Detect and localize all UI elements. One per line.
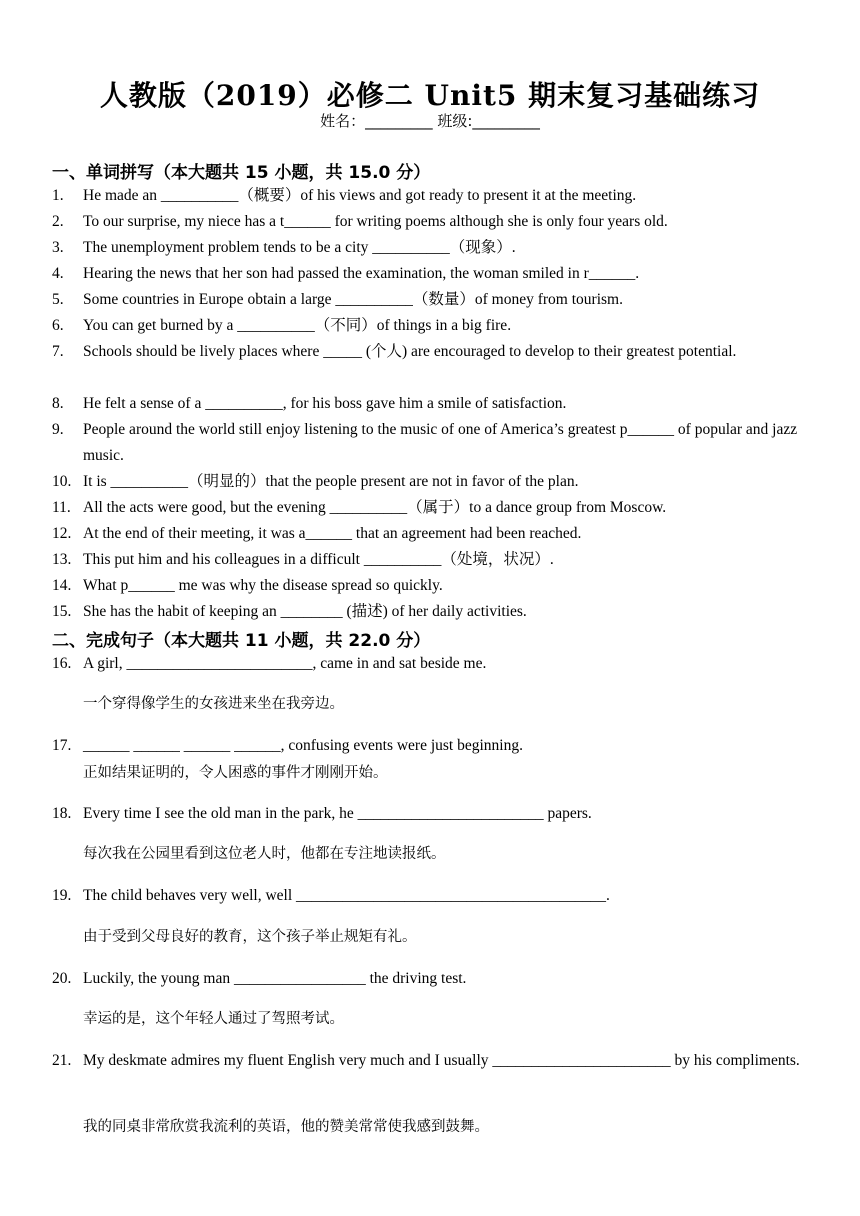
question-text: A girl, ________________________, came in and sat beside me.: [83, 655, 487, 672]
question-text: People around the world still enjoy listening to the music of one of America’s greatest p______ of popular and jazz music.: [83, 421, 798, 464]
question-number: 16.: [52, 655, 72, 672]
question-number: 11.: [52, 499, 71, 516]
question-number: 15.: [52, 603, 72, 620]
question-number: 2.: [52, 213, 64, 230]
question-number: 4.: [52, 265, 64, 282]
question-text: Schools should be lively places where _____ (个人) are encouraged to develop to their greatest potential.: [83, 343, 737, 360]
question-number: 14.: [52, 577, 72, 594]
question-text: All the acts were good, but the evening __________（属于）to a dance group from Moscow.: [83, 499, 667, 516]
question-text: He made an __________（概要）of his views and got ready to present it at the meeting.: [83, 187, 637, 204]
question-item: [52, 261, 802, 287]
chinese-translation: 一个穿得像学生的女孩进来坐在我旁边。: [83, 696, 344, 712]
chinese-translation: 我的同桌非常欣赏我流利的英语，他的赞美常常使我感到鼓舞。: [83, 1119, 489, 1135]
question-number: 3.: [52, 239, 64, 256]
question-text: She has the habit of keeping an ________ (描述) of her daily activities.: [83, 603, 527, 620]
question-item: [52, 183, 802, 209]
chinese-translation: 正如结果证明的，令人困惑的事件才刚刚开始。: [83, 765, 388, 781]
question-number: 17.: [52, 737, 72, 754]
question-item: [52, 391, 802, 417]
section-heading-spelling: 一、单词拼写（本大题共 15 小题，共 15.0 分）: [52, 163, 431, 183]
question-number: 18.: [52, 805, 72, 822]
page-title: 人教版（2019）必修二 Unit5 期末复习基础练习: [99, 79, 761, 112]
chinese-translation: 幸运的是，这个年轻人通过了驾照考试。: [83, 1011, 344, 1027]
question-text: Hearing the news that her son had passed the examination, the woman smiled in r______.: [83, 265, 640, 282]
question-number: 9.: [52, 421, 64, 438]
question-number: 13.: [52, 551, 72, 568]
question-item: [52, 521, 802, 547]
question-item: [52, 469, 802, 495]
question-number: 6.: [52, 317, 64, 334]
question-item: [52, 733, 802, 759]
question-item: [52, 883, 802, 909]
question-text: Every time I see the old man in the park, he ________________________ papers.: [83, 805, 592, 822]
chinese-translation: 每次我在公园里看到这位老人时，他都在专注地读报纸。: [83, 846, 446, 862]
question-text: Some countries in Europe obtain a large __________（数量）of money from tourism.: [83, 291, 623, 308]
question-text: He felt a sense of a __________, for his boss gave him a smile of satisfaction.: [83, 395, 567, 412]
question-item: [52, 495, 802, 521]
section-heading-sentences: 二、完成句子（本大题共 11 小题，共 22.0 分）: [52, 631, 431, 651]
question-number: 20.: [52, 970, 72, 987]
question-item: [52, 547, 802, 573]
question-text: What p______ me was why the disease spread so quickly.: [83, 577, 443, 594]
question-item: [52, 235, 802, 261]
student-info: 姓名：_________ 班级:_________: [320, 112, 540, 130]
question-number: 8.: [52, 395, 64, 412]
question-text: It is __________（明显的）that the people present are not in favor of the plan.: [83, 473, 579, 490]
question-text: The child behaves very well, well ________________________________________.: [83, 887, 610, 904]
question-number: 10.: [52, 473, 72, 490]
question-item: [52, 599, 802, 625]
question-text: ______ ______ ______ ______, confusing events were just beginning.: [83, 737, 523, 754]
question-number: 21.: [52, 1052, 72, 1069]
question-text: Luckily, the young man _________________ the driving test.: [83, 970, 467, 987]
question-item: [52, 209, 802, 235]
question-item: [52, 417, 802, 469]
question-text: At the end of their meeting, it was a______ that an agreement had been reached.: [83, 525, 582, 542]
question-item: [52, 801, 802, 827]
question-text: This put him and his colleagues in a difficult __________（处境，状况）.: [83, 551, 554, 568]
question-item: [52, 339, 802, 365]
question-number: 7.: [52, 343, 64, 360]
question-text: My deskmate admires my fluent English very much and I usually _______________________ by his compliments.: [83, 1052, 800, 1069]
question-text: To our surprise, my niece has a t______ for writing poems although she is only four years old.: [83, 213, 668, 230]
question-item: [52, 573, 802, 599]
question-number: 12.: [52, 525, 72, 542]
question-item: [52, 1048, 802, 1074]
question-text: The unemployment problem tends to be a city __________（现象）.: [83, 239, 516, 256]
question-number: 5.: [52, 291, 64, 308]
question-item: [52, 313, 802, 339]
question-item: [52, 966, 802, 992]
question-text: You can get burned by a __________（不同）of things in a big fire.: [83, 317, 512, 334]
question-number: 1.: [52, 187, 64, 204]
question-item: [52, 287, 802, 313]
chinese-translation: 由于受到父母良好的教育，这个孩子举止规矩有礼。: [83, 929, 417, 945]
question-item: [52, 651, 802, 677]
question-number: 19.: [52, 887, 72, 904]
